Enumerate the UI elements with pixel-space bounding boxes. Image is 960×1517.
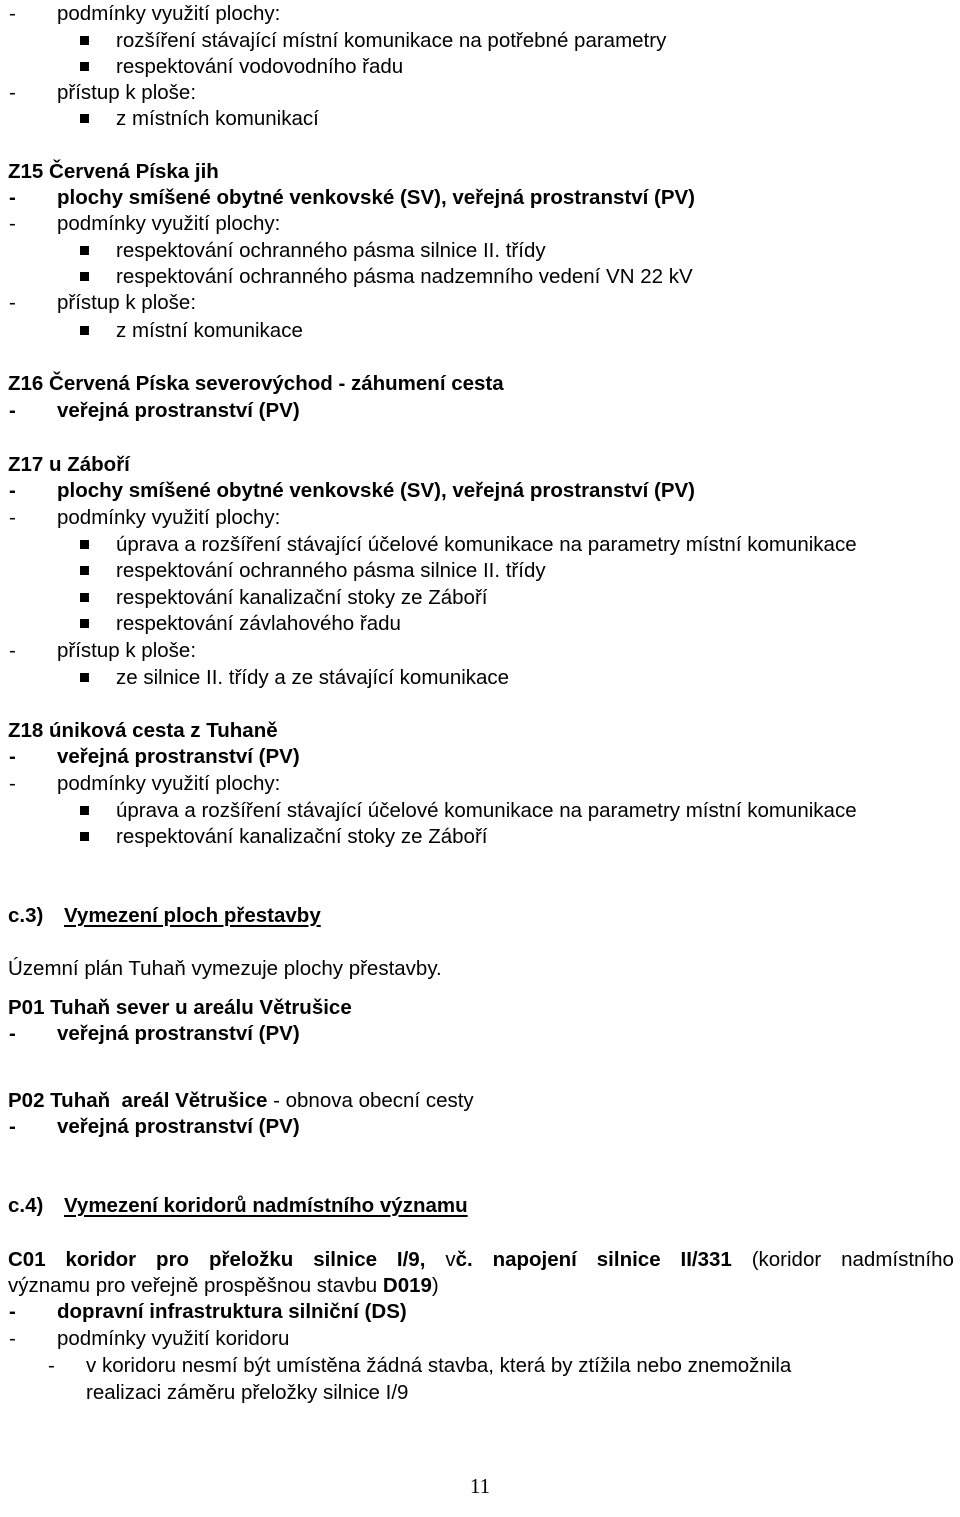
item-text: podmínky využití plochy:	[57, 772, 281, 795]
square-bullet-icon	[80, 593, 89, 602]
square-bullet-icon	[80, 619, 89, 628]
square-bullet-icon	[80, 566, 89, 575]
word: C01	[8, 1248, 46, 1271]
item-text: veřejná prostranství (PV)	[57, 399, 300, 422]
dash-marker: -	[9, 479, 16, 502]
item-text: realizaci záměru přeložky silnice I/9	[86, 1381, 409, 1404]
item-text: veřejná prostranství (PV)	[57, 1115, 300, 1138]
chapter-title: Vymezení ploch přestavby	[64, 904, 321, 927]
dash-marker: -	[9, 1022, 16, 1045]
square-bullet-icon	[80, 540, 89, 549]
square-bullet-icon	[80, 832, 89, 841]
heading-text: Z17 u Záboří	[8, 453, 130, 476]
item-text: podmínky využití koridoru	[57, 1327, 290, 1350]
heading-text: Z15 Červená Píska jih	[8, 160, 219, 183]
text-part: D019	[382, 1274, 432, 1297]
dash-marker: -	[9, 186, 16, 209]
chapter-title: Vymezení koridorů nadmístního významu	[64, 1194, 468, 1217]
word: přeložku	[208, 1248, 294, 1271]
square-bullet-icon	[80, 246, 89, 255]
text-part: )	[431, 1274, 439, 1297]
square-bullet-icon	[80, 62, 89, 71]
item-text: respektování vodovodního řadu	[116, 55, 404, 78]
word-part: č.	[455, 1248, 473, 1271]
dash-marker: -	[9, 399, 16, 422]
dash-marker: -	[9, 772, 16, 795]
heading-text: P01 Tuhaň sever u areálu Větrušice	[8, 996, 352, 1019]
dash-marker: -	[9, 745, 16, 768]
item-text: úprava a rozšíření stávající účelové komunikace na parametry místní komunikace	[116, 533, 857, 556]
justified-row	[8, 1247, 954, 1273]
square-bullet-icon	[80, 114, 89, 123]
dash-marker: -	[9, 1300, 16, 1323]
dash-marker: -	[9, 639, 16, 662]
item-text: veřejná prostranství (PV)	[57, 745, 300, 768]
dash-marker: -	[9, 2, 16, 25]
heading-text: Z18 úniková cesta z Tuhaně	[8, 719, 278, 742]
item-text: přístup k ploše:	[57, 639, 197, 662]
word	[445, 1247, 472, 1273]
dash-marker: -	[9, 506, 16, 529]
heading-bold: P02 Tuhaň areál Větrušice	[8, 1089, 268, 1112]
dash-marker: -	[9, 81, 16, 104]
item-text: veřejná prostranství (PV)	[57, 1022, 300, 1045]
dash-marker: -	[9, 291, 16, 314]
word: nadmístního	[841, 1248, 954, 1271]
square-bullet-icon	[80, 272, 89, 281]
dash-marker: -	[48, 1354, 55, 1377]
dash-marker: -	[9, 212, 16, 235]
word-part: v	[445, 1248, 456, 1271]
square-bullet-icon	[80, 326, 89, 335]
heading-rest: - obnova obecní cesty	[267, 1089, 474, 1112]
item-text: z místní komunikace	[116, 319, 303, 342]
word: koridor	[65, 1248, 137, 1271]
item-text: podmínky využití plochy:	[57, 212, 281, 235]
square-bullet-icon	[80, 36, 89, 45]
page-number: 11	[469, 1474, 491, 1498]
item-text: respektování závlahového řadu	[116, 612, 401, 635]
item-text: dopravní infrastruktura silniční (DS)	[57, 1300, 407, 1323]
word: II/331	[680, 1248, 732, 1271]
item-text: ze silnice II. třídy a ze stávající komunikace	[116, 666, 510, 689]
chapter-number: c.4)	[8, 1194, 44, 1217]
dash-marker: -	[9, 1115, 16, 1138]
word: napojení	[492, 1248, 577, 1271]
item-text: rozšíření stávající místní komunikace na potřebné parametry	[116, 29, 667, 52]
word: pro	[156, 1248, 190, 1271]
item-text: respektování kanalizační stoky ze Záboří	[116, 825, 488, 848]
item-text: přístup k ploše:	[57, 81, 197, 104]
word: silnice	[313, 1248, 377, 1271]
item-text: podmínky využití plochy:	[57, 2, 281, 25]
item-text: plochy smíšené obytné venkovské (SV), veřejná prostranství (PV)	[57, 186, 696, 209]
square-bullet-icon	[80, 806, 89, 815]
item-text: respektování ochranného pásma nadzemního vedení VN 22 kV	[116, 265, 693, 288]
heading-text: Z16 Červená Píska severovýchod - záhumení cesta	[8, 372, 504, 395]
word: silnice	[596, 1248, 661, 1271]
item-text: přístup k ploše:	[57, 291, 197, 314]
word: I/9,	[396, 1248, 426, 1271]
heading-text	[8, 1088, 474, 1114]
item-text: v koridoru nesmí být umístěna žádná stavba, která by ztížila nebo znemožnila	[86, 1354, 792, 1377]
paragraph-text: Územní plán Tuhaň vymezuje plochy přestavby.	[8, 957, 442, 980]
chapter-number: c.3)	[8, 904, 44, 927]
item-text: podmínky využití plochy:	[57, 506, 281, 529]
c01-heading-line	[0, 1247, 960, 1273]
item-text: respektování kanalizační stoky ze Záboří	[116, 586, 488, 609]
line-text	[8, 1273, 439, 1299]
item-text: úprava a rozšíření stávající účelové komunikace na parametry místní komunikace	[116, 799, 857, 822]
square-bullet-icon	[80, 673, 89, 682]
item-text: plochy smíšené obytné venkovské (SV), veřejná prostranství (PV)	[57, 479, 696, 502]
text-part: významu pro veřejně prospěšnou stavbu	[8, 1274, 383, 1297]
dash-marker: -	[9, 1327, 16, 1350]
item-text: z místních komunikací	[116, 107, 319, 130]
word: (koridor	[751, 1248, 822, 1271]
item-text: respektování ochranného pásma silnice II. třídy	[116, 239, 546, 262]
item-text: respektování ochranného pásma silnice II. třídy	[116, 559, 546, 582]
